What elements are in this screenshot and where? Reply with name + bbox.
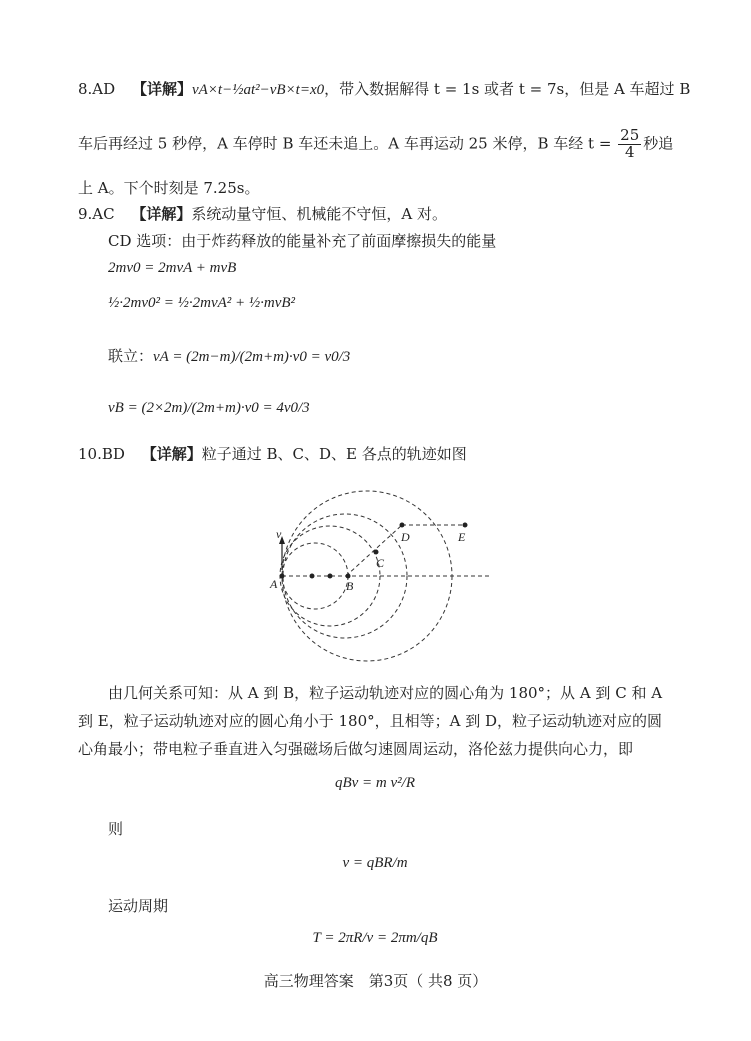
q8-tag: 【详解】 — [131, 80, 192, 98]
q8-fraction — [618, 128, 641, 161]
q8-line2-text: 车后再经过 5 秒停，A 车停时 B 车还未追上。A 车再运动 25 米停，B 车经 t = — [78, 134, 612, 153]
q8-label: 8.AD — [78, 80, 116, 98]
label-b: B — [346, 579, 354, 593]
trajectory-figure — [260, 470, 500, 670]
q9-eq4: vB = (2×2m)/(2m+m)·v0 = 4v0/3 — [108, 400, 310, 416]
center-dot-2 — [328, 574, 333, 579]
page-footer: 高三物理答案 第3页（ 共8 页） — [263, 972, 488, 990]
point-c — [374, 550, 379, 555]
q10-para1: 由几何关系可知：从 A 到 B，粒子运动轨迹对应的圆心角为 180°；从 A 到 C 和 A — [108, 684, 663, 702]
q9-eq2: ½·2mv0² = ½·2mvA² + ½·mvB² — [108, 295, 296, 311]
q10-text: 粒子通过 B、C、D、E 各点的轨迹如图 — [201, 445, 467, 463]
label-a: A — [270, 577, 278, 591]
q10-para3: 心角最小；带电粒子垂直进入匀强磁场后做匀速圆周运动，洛伦兹力提供向心力，即 — [78, 740, 634, 758]
q8-frac-num: 25 — [620, 126, 640, 144]
q10-label: 10.BD — [78, 445, 125, 463]
label-c: C — [376, 556, 385, 570]
q10-then: 则 — [108, 820, 124, 838]
q9-label: 9.AC — [78, 205, 115, 223]
q10-para2: 到 E，粒子运动轨迹对应的圆心角小于 180°，且相等；A 到 D，粒子运动轨迹对应的圆 — [78, 712, 663, 730]
q9-text: 系统动量守恒、机械能不守恒，A 对。 — [191, 205, 448, 223]
q10-eq2: v = qBR/m — [342, 855, 408, 871]
label-d: D — [401, 530, 410, 544]
point-e — [463, 523, 468, 528]
q8-frac-den: 4 — [624, 142, 635, 161]
q8-formula: vA×t−½at²−vB×t=x0 — [191, 82, 325, 98]
q8-line1-rest: ，带入数据解得 t = 1s 或者 t = 7s，但是 A 车超过 B — [324, 80, 691, 98]
q9-eq3-line — [108, 345, 350, 366]
q10-tag: 【详解】 — [141, 445, 202, 463]
q8-line1 — [78, 78, 690, 99]
point-d — [400, 523, 405, 528]
q9-eq1: 2mv0 = 2mvA + mvB — [108, 260, 237, 276]
q10-line1 — [78, 443, 467, 464]
q10-eq1: qBv = m v²/R — [334, 775, 415, 791]
q8-line2 — [78, 128, 673, 161]
q10-eq3: T = 2πR/v = 2πm/qB — [312, 930, 438, 946]
q10-period: 运动周期 — [108, 897, 169, 915]
q9-tag: 【详解】 — [131, 205, 192, 223]
label-v: v — [276, 527, 282, 541]
q8-line2-end: 秒追 — [643, 134, 674, 153]
q9-line1 — [78, 203, 447, 224]
center-dot-1 — [310, 574, 315, 579]
q9-eq3-prefix: 联立： — [108, 347, 154, 365]
q9-cd: CD 选项：由于炸药释放的能量补充了前面摩擦损失的能量 — [108, 232, 497, 250]
q8-line3: 上 A。下个时刻是 7.25s。 — [78, 179, 260, 197]
label-e: E — [458, 530, 466, 544]
q9-eq3: vA = (2m−m)/(2m+m)·v0 = v0/3 — [153, 349, 351, 365]
point-b — [346, 574, 351, 579]
point-a — [280, 574, 285, 579]
